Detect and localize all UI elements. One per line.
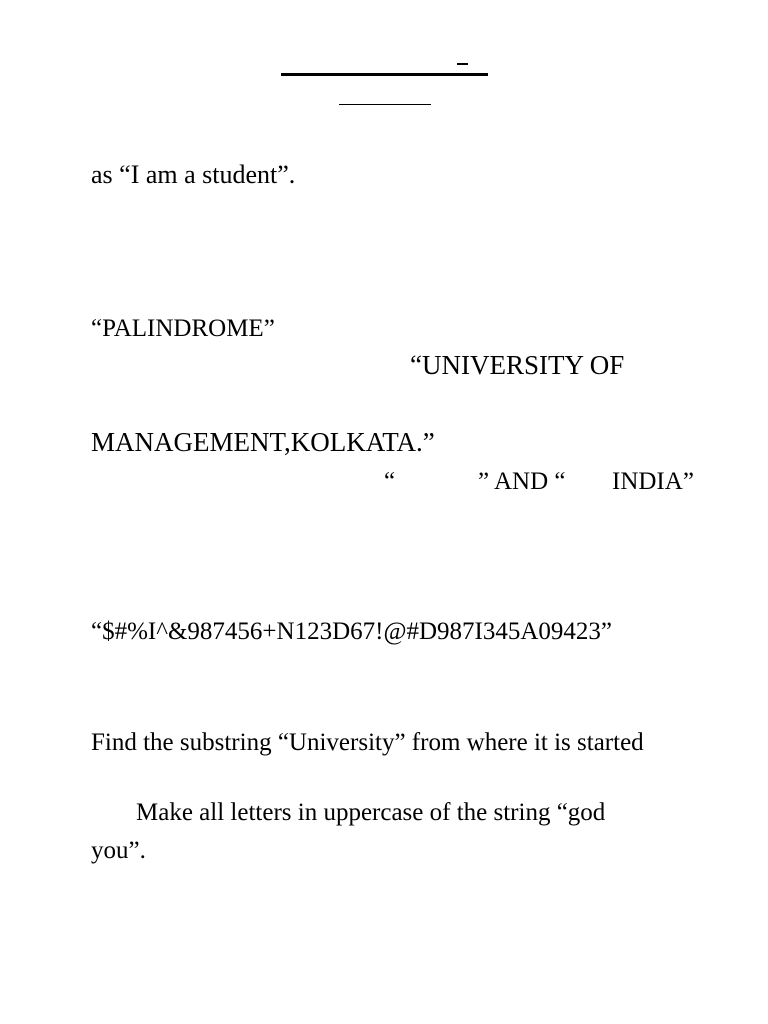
text-line-india: INDIA” <box>612 468 694 495</box>
title-dash <box>457 63 468 65</box>
text-line-student: as “I am a student”. <box>91 160 296 189</box>
title-underline <box>281 73 488 76</box>
text-line-and-quote-open: “ <box>384 468 396 495</box>
text-line-university: “UNIVERSITY OF <box>410 350 625 380</box>
text-line-palindrome: “PALINDROME” <box>91 315 275 342</box>
text-line-uppercase-2: you”. <box>91 837 146 864</box>
text-line-management: MANAGEMENT,KOLKATA.” <box>91 427 435 457</box>
text-line-special-string: “$#%I^&987456+N123D67!@#D987I345A09423” <box>91 618 613 645</box>
subtitle-underline <box>339 104 431 105</box>
text-line-substring: Find the substring “University” from where it is started <box>91 729 644 756</box>
text-line-and: ” AND “ <box>478 468 566 495</box>
text-line-uppercase-1: Make all letters in uppercase of the string “god <box>136 799 606 826</box>
